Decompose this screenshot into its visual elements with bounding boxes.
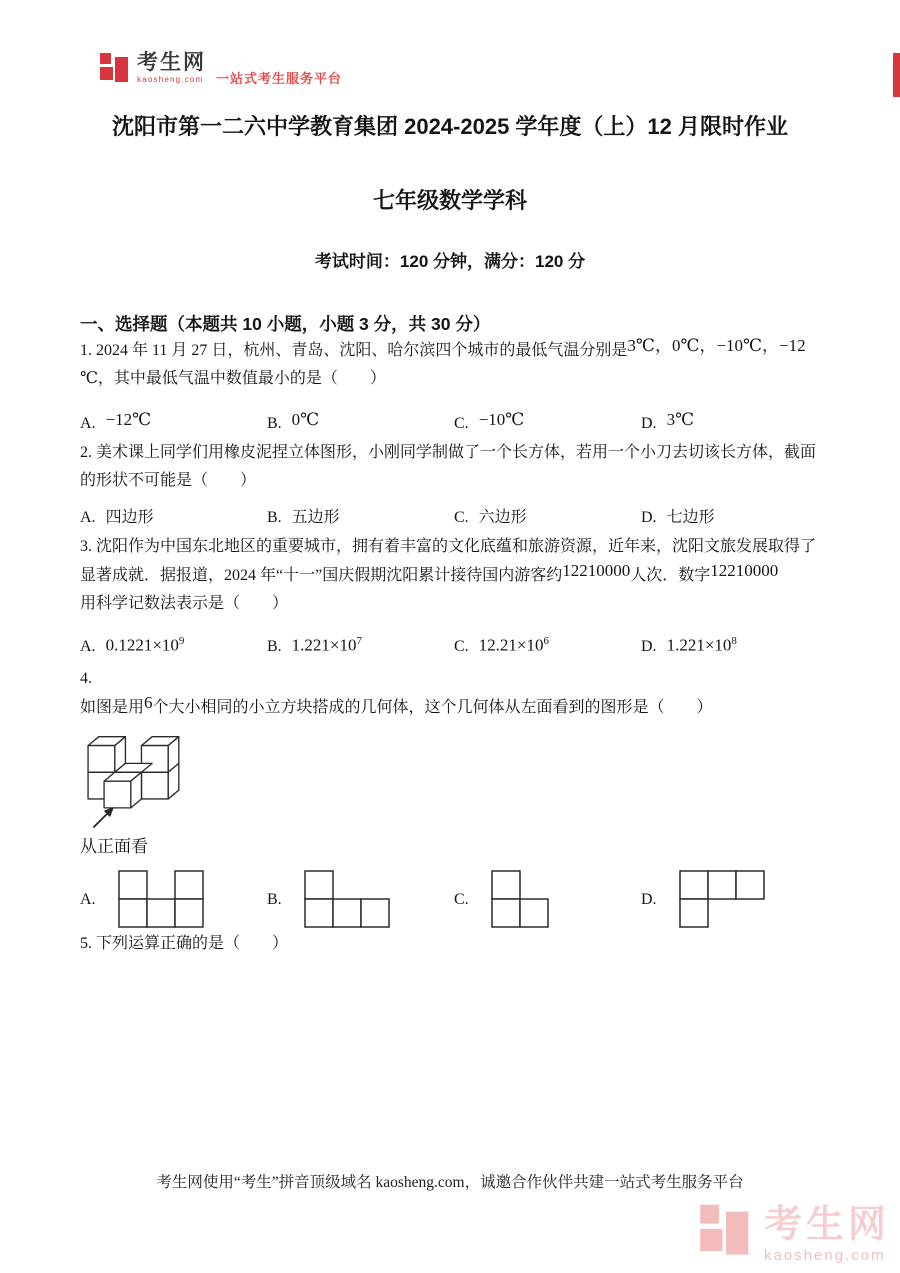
q4-cube-count: 6 bbox=[144, 692, 153, 712]
q3-option-c: C. $12.21\times 10^6$ bbox=[454, 635, 550, 656]
question-1-line-1: 1. 2024 年 11 月 27 日，杭州、青岛、沈阳、哈尔滨四个城市的最低气温分别是3℃，0℃，−10℃，−12 bbox=[80, 336, 806, 359]
q1-option-a: A. −12℃ bbox=[80, 410, 152, 432]
q3-number-2: 12210000 bbox=[710, 561, 779, 580]
question-2-line-2: 的形状不可能是（ ） bbox=[80, 472, 257, 489]
question-1-line-2: ℃，其中最低气温中数值最小的是（ ） bbox=[80, 370, 386, 387]
page-edge-red-mark bbox=[893, 53, 900, 97]
exam-info: 考试时间：120 分钟，满分：120 分 bbox=[314, 252, 586, 271]
front-view-arrow bbox=[93, 813, 107, 827]
q4-option-c: C. bbox=[454, 870, 641, 930]
q3-option-d: D. $1.221\times 10^8$ bbox=[641, 635, 737, 656]
brand-name: 考生网 bbox=[137, 51, 206, 74]
question-4-options bbox=[80, 870, 820, 930]
q3-option-a: A. $0.1221\times 10^9$ bbox=[80, 635, 185, 656]
cube-stack-figure bbox=[80, 726, 202, 831]
q4-option-b-grid bbox=[304, 870, 392, 930]
question-4 bbox=[80, 665, 820, 930]
q3-number-1: 12210000 bbox=[562, 561, 631, 580]
brand-text bbox=[137, 52, 206, 84]
q2-option-c: C. 六边形 bbox=[454, 509, 527, 526]
q4-option-d: D. bbox=[641, 870, 767, 930]
q4-option-c-grid bbox=[491, 870, 579, 930]
q4-option-a: A. bbox=[80, 870, 267, 930]
question-3 bbox=[80, 533, 820, 665]
brand-tagline: 一站式考生服务平台 bbox=[216, 71, 343, 86]
q4-option-b: B. bbox=[267, 870, 454, 930]
q2-option-b: B. 五边形 bbox=[267, 509, 340, 526]
watermark-text bbox=[763, 1203, 890, 1264]
footer-text: 考生网使用“考生”拼音顶级域名 kaosheng.com，诚邀合作伙伴共建一站式考生服务平台 bbox=[156, 1174, 744, 1191]
q1-option-d: D. 3℃ bbox=[641, 410, 695, 432]
question-4-figure bbox=[80, 726, 820, 858]
watermark-domain: kaosheng.com bbox=[763, 1246, 886, 1264]
question-1 bbox=[80, 336, 820, 439]
kaosheng-watermark-icon bbox=[700, 1203, 752, 1265]
q4-option-d-grid bbox=[679, 870, 767, 930]
question-1-options bbox=[80, 409, 820, 439]
question-3-options bbox=[80, 630, 820, 665]
kaosheng-logo bbox=[100, 52, 342, 88]
q1-option-b: B. 0℃ bbox=[267, 410, 320, 432]
brand-domain: kaosheng.com bbox=[137, 75, 204, 84]
exam-title: 沈阳市第一二六中学教育集团 2024-2025 学年度（上）12 月限时作业 bbox=[111, 114, 789, 139]
section-heading: 一、选择题（本题共 10 小题，小题 3 分，共 30 分） bbox=[80, 314, 491, 334]
question-2-options bbox=[80, 503, 820, 533]
question-4-text: 如图是用6个大小相同的小立方块搭成的几何体，这个几何体从左面看到的图形是（ ） bbox=[80, 692, 713, 716]
question-5-line-1: 5. 下列运算正确的是（ ） bbox=[80, 934, 289, 952]
q1-inline-math: 3℃，0℃，−10℃，−12 bbox=[627, 336, 806, 355]
question-3-line-3: 用科学记数法表示是（ ） bbox=[80, 595, 289, 612]
cube-figure-label: 从正面看 bbox=[80, 836, 148, 856]
question-3-line-1: 3. 沈阳作为中国东北地区的重要城市，拥有着丰富的文化底蕴和旅游资源，近年来，沈阳文旅发展取得了 bbox=[80, 538, 817, 555]
q1-option-c: C. −10℃ bbox=[454, 410, 525, 432]
question-3-line-2: 显著成就．据报道，2024 年“十一”国庆假期沈阳累计接待国内游客约12210000人次．数字12210000 bbox=[80, 561, 779, 584]
q4-option-a-grid bbox=[118, 870, 206, 930]
q2-option-d: D. 七边形 bbox=[641, 509, 715, 526]
question-2-line-1: 2. 美术课上同学们用橡皮泥捏立体图形，小刚同学制做了一个长方体，若用一个小刀去切该长方体，截面 bbox=[80, 444, 817, 461]
question-5 bbox=[80, 930, 820, 958]
question-2 bbox=[80, 439, 820, 533]
watermark-name: 考生网 bbox=[763, 1203, 890, 1246]
exam-subject: 七年级数学学科 bbox=[372, 188, 527, 213]
q2-option-a: A. 四边形 bbox=[80, 509, 154, 526]
kaosheng-watermark bbox=[700, 1203, 890, 1265]
kaosheng-logo-icon bbox=[100, 52, 130, 88]
q3-option-b: B. $1.221\times 10^7$ bbox=[267, 635, 363, 656]
question-4-number: 4. bbox=[80, 669, 92, 687]
